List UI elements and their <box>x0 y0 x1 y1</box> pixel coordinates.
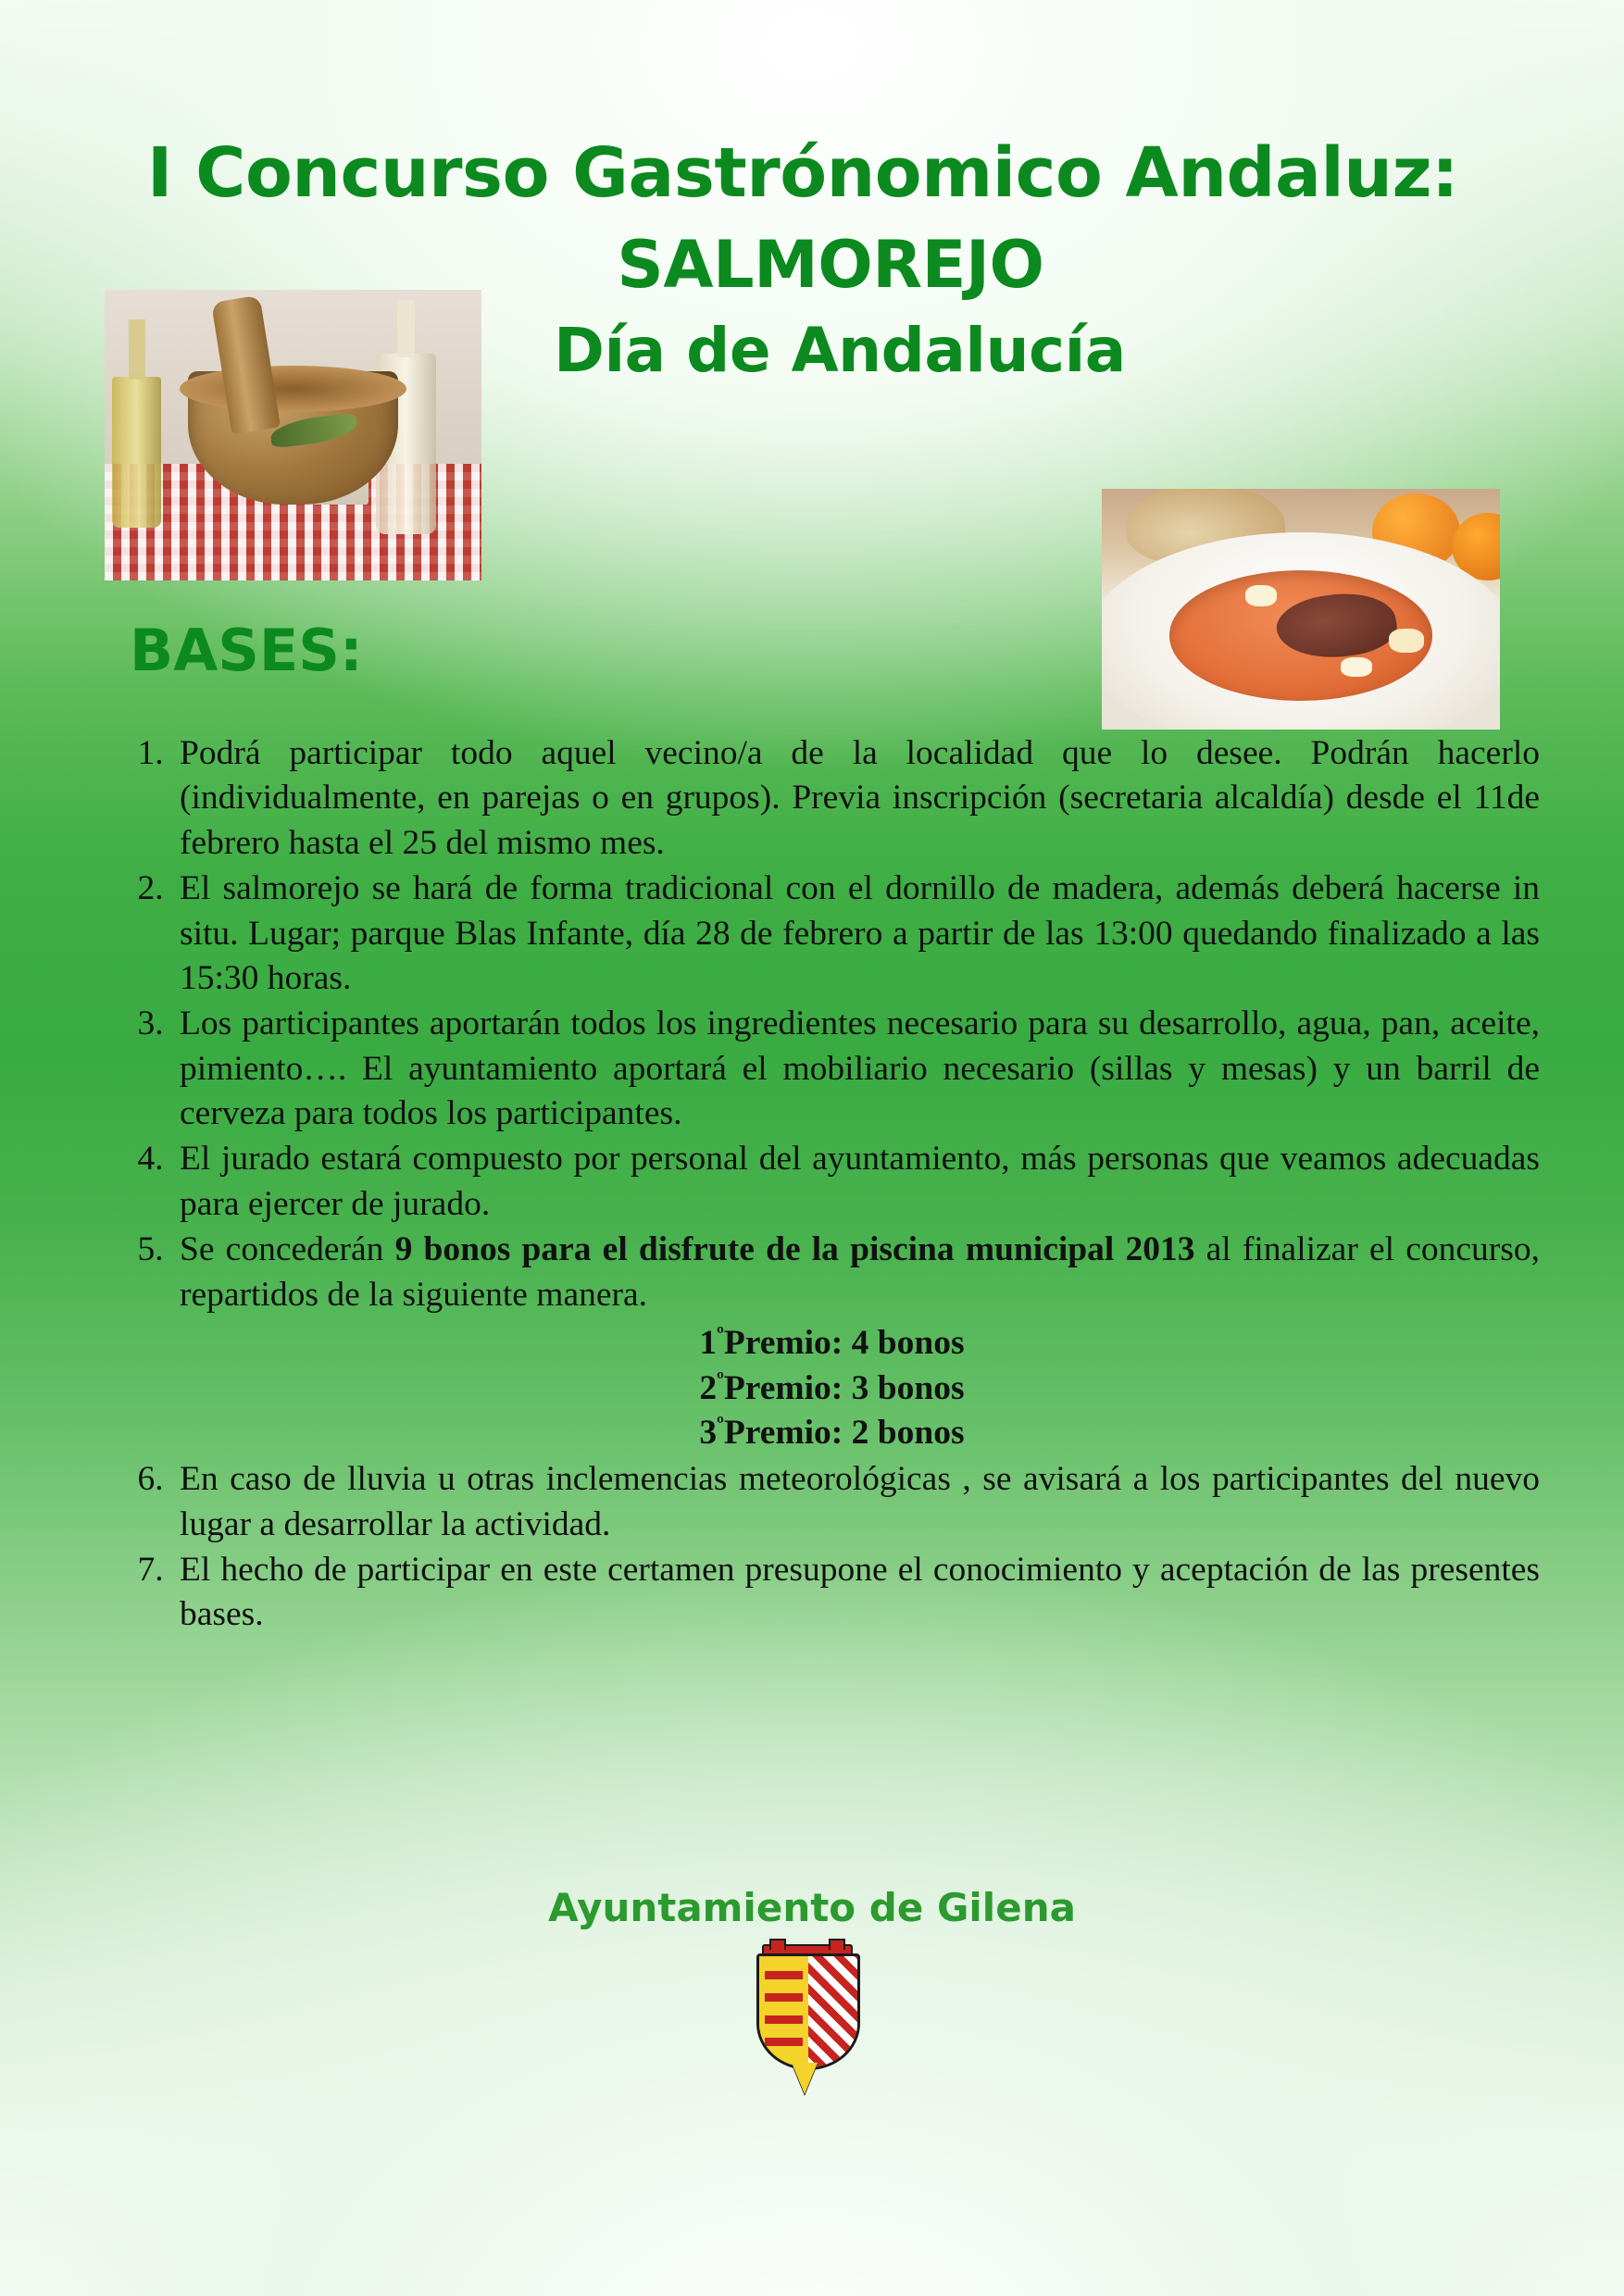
prize-row-1 <box>180 1321 1484 1366</box>
mortar-photo-bowl-rim <box>180 366 406 412</box>
prize-place-3: 3 <box>699 1414 718 1453</box>
crest-left-field <box>759 1956 810 2067</box>
prize-row-3 <box>180 1411 1484 1456</box>
mortar-photo-oil-bottle <box>112 377 161 528</box>
crest-bar <box>765 2015 802 2024</box>
crest-shield <box>756 1953 860 2070</box>
base-text-6: En caso de lluvia u otras inclemencias meteorológicas , se avisará a los participantes del nuevo lugar a desarrollar la actividad. <box>180 1460 1540 1543</box>
base-text-1: Podrá participar todo aquel vecino/a de la localidad que lo desee. Podrán hacerlo (individualmente, en parejas o en grupos). Previa inscripción (secretaria alcaldía) desde el 11de febrero hasta el 25 del mismo mes. <box>180 734 1540 862</box>
bases-heading: BASES: <box>130 617 363 684</box>
list-item <box>172 867 1540 1001</box>
salmorejo-photo <box>1102 489 1500 730</box>
crest-right-field <box>808 1956 857 2067</box>
page-title-line-2: SALMOREJO <box>617 227 1044 304</box>
list-item <box>172 1457 1540 1547</box>
crest-bar <box>765 2038 802 2046</box>
coat-of-arms-icon <box>745 1944 866 2115</box>
list-item <box>172 1137 1540 1227</box>
prize-ordinal-3: º <box>717 1412 724 1437</box>
prize-row-2 <box>180 1366 1484 1412</box>
prize-place-1: 1 <box>699 1323 718 1362</box>
base-text-5-part-1: Se concederán <box>180 1230 395 1269</box>
prize-ordinal-1: º <box>717 1322 724 1347</box>
base-text-5-bold: 9 bonos para el disfrute de la piscina municipal 2013 <box>394 1230 1195 1269</box>
mortar-photo <box>105 290 481 580</box>
list-item <box>172 1548 1540 1638</box>
prize-label-3: Premio: 2 bonos <box>723 1414 965 1453</box>
base-text-5-part-2: al finalizar el concurso, repartidos de la siguiente manera. <box>180 1230 1540 1314</box>
organization-name: Ayuntamiento de Gilena <box>548 1885 1076 1930</box>
prize-label-2: Premio: 3 bonos <box>723 1368 965 1407</box>
bases-list <box>109 731 1540 1639</box>
base-text-7: El hecho de participar en este certamen presupone el conocimiento y aceptación de las presentes bases. <box>180 1550 1540 1634</box>
page-title-line-3: Día de Andalucía <box>554 314 1126 386</box>
salmorejo-photo-egg-piece <box>1389 629 1425 653</box>
salmorejo-photo-egg-piece <box>1341 657 1372 677</box>
base-text-4: El jurado estará compuesto por personal del ayuntamiento, más personas que veamos adecuadas para ejercer de jurado. <box>180 1140 1540 1223</box>
list-item <box>172 731 1540 866</box>
list-item <box>172 1002 1540 1136</box>
prize-ordinal-2: º <box>717 1367 724 1392</box>
crest-bar <box>765 1993 802 2002</box>
base-text-3: Los participantes aportarán todos los ingredientes necesario para su desarrollo, agua, pan, aceite, pimiento…. El ayuntamiento aportará el mobiliario necesario (sillas y mesas) y un barril de cerveza para todos los participantes. <box>180 1004 1540 1132</box>
crest-bottom-point <box>792 2063 818 2094</box>
page-title-line-1: I Concurso Gastrónomico Andaluz: <box>146 133 1459 213</box>
salmorejo-photo-egg-piece <box>1245 585 1277 606</box>
prize-place-2: 2 <box>699 1368 718 1407</box>
base-text-2: El salmorejo se hará de forma tradicional con el dornillo de madera, además deberá hacerse in situ. Lugar; parque Blas Infante, día 28 de febrero a partir de las 13:00 quedando finalizado a las 15:30 horas. <box>180 869 1540 997</box>
prize-distribution <box>180 1321 1540 1456</box>
list-item <box>172 1228 1540 1456</box>
crest-bar <box>765 1971 802 1979</box>
prize-label-1: Premio: 4 bonos <box>723 1323 965 1362</box>
